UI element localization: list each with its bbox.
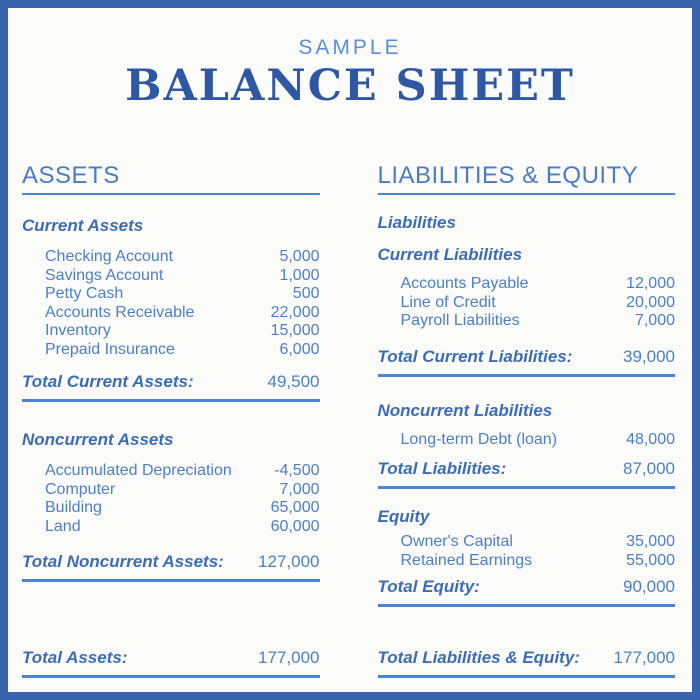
line-item-value: 48,000 — [626, 430, 675, 448]
line-item — [45, 341, 320, 360]
total-value: 127,000 — [258, 552, 320, 571]
line-item-value: 60,000 — [270, 517, 320, 535]
line-item — [45, 267, 320, 286]
line-item-label: Payroll Liabilities — [400, 312, 520, 329]
noncurrent-assets-list — [22, 462, 320, 536]
group-label-liabilities: Liabilities — [377, 213, 456, 232]
line-item-label: Accumulated Depreciation — [45, 462, 232, 479]
line-item-label: Long-term Debt (loan) — [400, 430, 558, 448]
total-value: 90,000 — [623, 577, 675, 596]
liabilities-equity-column — [378, 164, 676, 678]
line-item-value: 6,000 — [279, 340, 320, 358]
total-current-liabilities-row — [378, 347, 676, 377]
line-item — [45, 518, 320, 537]
line-item-value: 5,000 — [279, 248, 320, 265]
section-label-current-assets: Current Assets — [22, 216, 144, 235]
total-label: Total Equity: — [377, 577, 480, 596]
line-item-value: 55,000 — [626, 551, 675, 569]
total-value: 39,000 — [623, 346, 675, 366]
total-label: Total Liabilities: — [377, 459, 507, 478]
line-item-label: Prepaid Insurance — [45, 340, 175, 358]
liabilities-equity-heading: LIABILITIES & EQUITY — [378, 164, 676, 195]
line-item-label: Owner's Capital — [400, 533, 513, 550]
line-item — [401, 552, 676, 571]
line-item — [45, 462, 320, 481]
grand-total-label: Total Assets: — [22, 648, 128, 667]
section-label-equity: Equity — [377, 507, 430, 526]
section-label-noncurrent-liabilities: Noncurrent Liabilities — [377, 400, 553, 420]
total-value: 49,500 — [267, 372, 320, 391]
line-item-label: Land — [45, 517, 81, 535]
line-item-value: 12,000 — [626, 275, 675, 292]
line-item-value: 20,000 — [626, 293, 675, 311]
total-noncurrent-assets-row — [22, 552, 320, 582]
document-title: BALANCE SHEET — [125, 61, 575, 111]
total-value: 87,000 — [623, 459, 675, 478]
total-label: Total Current Assets: — [22, 372, 194, 391]
line-item-label: Computer — [45, 480, 116, 498]
assets-heading: ASSETS — [22, 164, 320, 195]
line-item — [401, 431, 676, 450]
line-item — [401, 312, 676, 331]
line-item-label: Line of Credit — [400, 293, 496, 311]
total-label: Total Noncurrent Assets: — [22, 552, 224, 571]
line-item — [45, 481, 320, 500]
equity-list — [378, 533, 676, 570]
total-liabilities-equity-row — [378, 648, 676, 678]
line-item-label: Building — [45, 499, 102, 516]
grand-total-value: 177,000 — [613, 648, 675, 667]
line-item-value: 1,000 — [279, 266, 320, 284]
total-label: Total Current Liabilities: — [377, 346, 573, 366]
total-current-assets-row — [22, 372, 320, 402]
line-item-label: Inventory — [45, 322, 111, 339]
grand-total-label: Total Liabilities & Equity: — [377, 648, 580, 667]
line-item-value: 7,000 — [279, 480, 320, 498]
current-liabilities-list — [378, 275, 676, 331]
assets-column — [22, 164, 320, 678]
line-item — [45, 499, 320, 518]
line-item-value: 35,000 — [626, 533, 675, 550]
line-item-label: Accounts Payable — [400, 275, 529, 292]
line-item-label: Accounts Receivable — [45, 303, 195, 321]
line-item — [401, 294, 676, 313]
sheet-columns — [8, 164, 692, 678]
line-item-value: 500 — [292, 285, 320, 302]
line-item — [45, 248, 320, 267]
current-assets-list — [22, 248, 320, 359]
grand-total-value: 177,000 — [258, 648, 320, 667]
total-equity-row — [378, 577, 676, 607]
document-subtitle: SAMPLE — [298, 36, 402, 59]
section-label-current-liabilities: Current Liabilities — [377, 245, 523, 264]
total-liabilities-row — [378, 459, 676, 489]
line-item-value: 65,000 — [270, 499, 320, 516]
line-item-label: Petty Cash — [45, 285, 124, 302]
line-item — [401, 533, 676, 552]
line-item — [45, 285, 320, 304]
section-label-noncurrent-assets: Noncurrent Assets — [22, 430, 174, 449]
line-item-value: -4,500 — [274, 462, 320, 479]
line-item — [45, 322, 320, 341]
line-item-label: Retained Earnings — [400, 551, 533, 569]
line-item-value: 15,000 — [270, 322, 320, 339]
document-header — [8, 8, 692, 111]
line-item-label: Checking Account — [45, 248, 174, 265]
noncurrent-liabilities-list — [378, 431, 676, 450]
line-item — [45, 304, 320, 323]
line-item-value: 7,000 — [634, 312, 675, 329]
line-item-value: 22,000 — [270, 303, 320, 321]
line-item-label: Savings Account — [45, 266, 164, 284]
total-assets-row — [22, 648, 320, 678]
line-item — [401, 275, 676, 294]
